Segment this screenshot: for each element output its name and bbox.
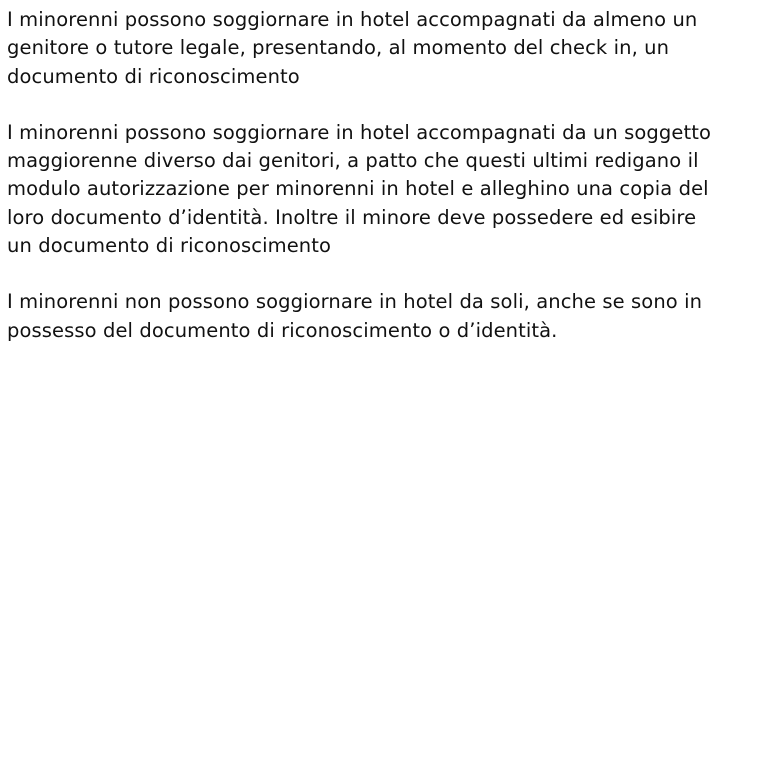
text-line: I minorenni possono soggiornare in hotel accompagnati da almeno un (7, 8, 698, 31)
paragraph-alone-not-allowed (7, 288, 763, 345)
paragraph-parent-guardian (7, 6, 763, 91)
text-line: modulo autorizzazione per minorenni in hotel e alleghino una copia del (7, 177, 709, 201)
paragraph-other-adult (7, 119, 763, 260)
text-line: genitore o tutore legale, presentando, al momento del check in, un (7, 36, 670, 60)
text-line: maggiorenne diverso dai genitori, a patto che questi ultimi redigano il (7, 149, 699, 173)
text-line: un documento di riconoscimento (7, 234, 332, 258)
document-body (7, 6, 763, 373)
text-line: documento di riconoscimento (7, 64, 300, 88)
text-line: I minorenni non possono soggiornare in hotel da soli, anche se sono in (7, 290, 703, 314)
text-line: I minorenni possono soggiornare in hotel accompagnati da un soggetto (7, 120, 712, 144)
text-line: possesso del documento di riconoscimento o d’identità. (7, 318, 558, 342)
text-line: loro documento d’identità. Inoltre il minore deve possedere ed esibire (7, 205, 697, 229)
